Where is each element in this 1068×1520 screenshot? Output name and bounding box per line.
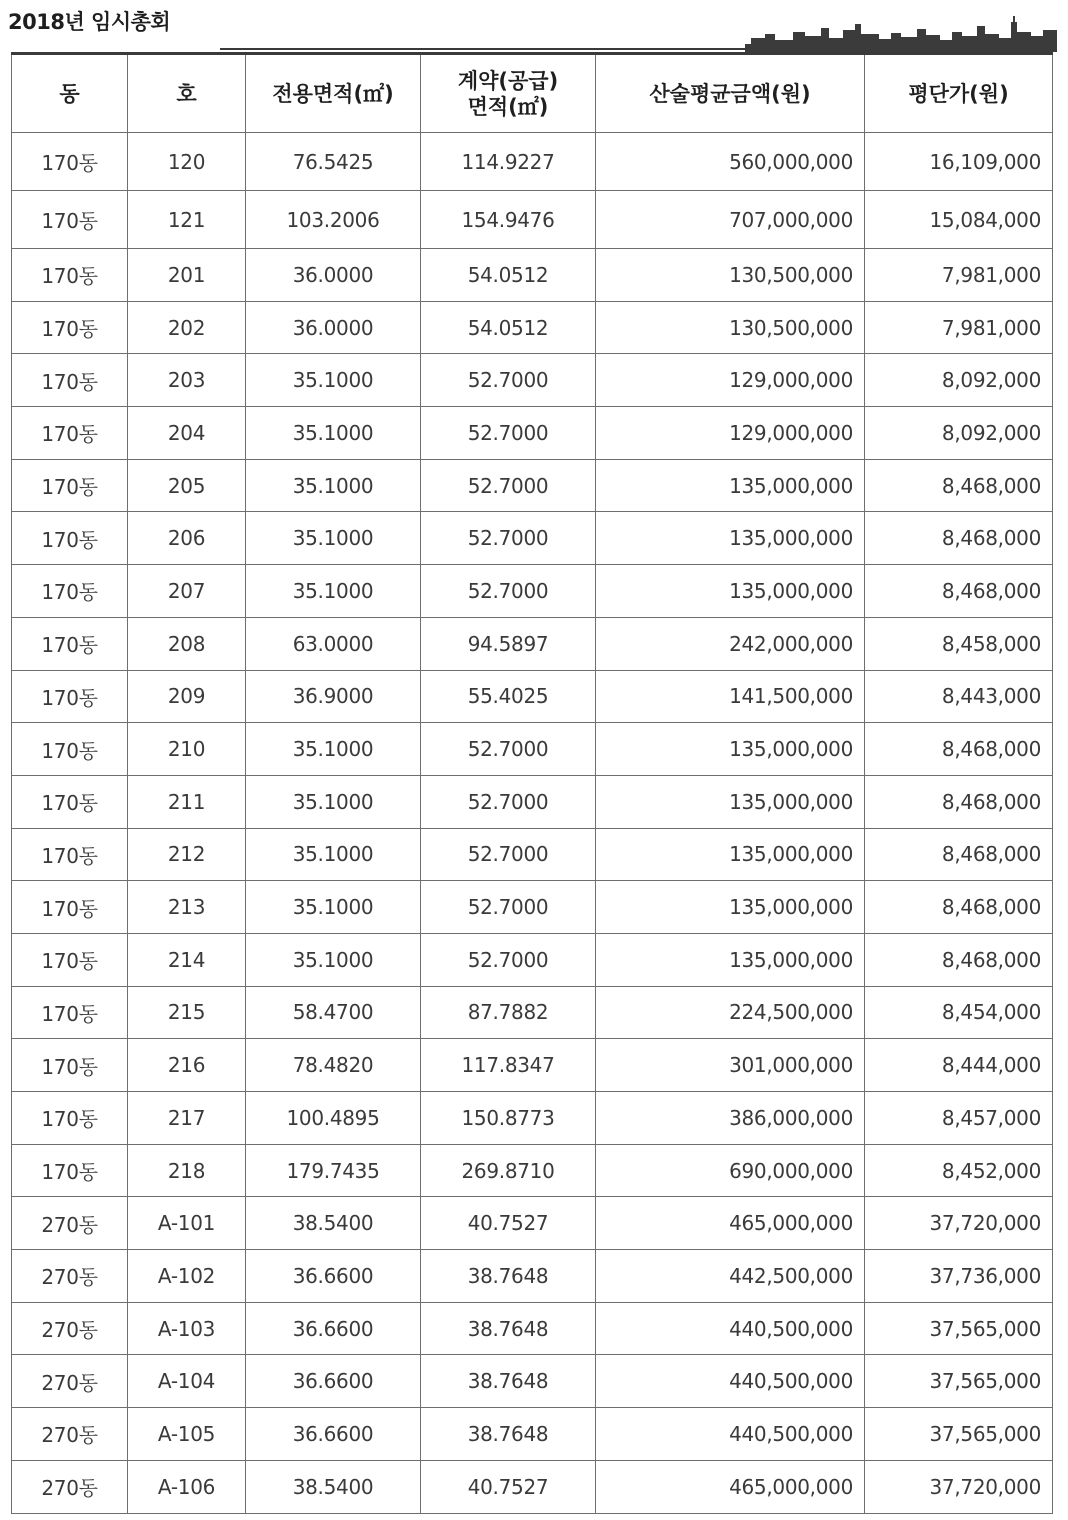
cell-contract-area: 52.7000 [421,881,596,934]
cell-contract-area: 52.7000 [421,407,596,460]
cell-dong: 170동 [12,1144,128,1197]
cell-avg-price: 135,000,000 [596,459,865,512]
cell-exclusive-area: 35.1000 [246,512,421,565]
cell-price-per-pyeong: 8,457,000 [865,1092,1053,1145]
cell-dong: 270동 [12,1302,128,1355]
cell-ho: 216 [128,1039,246,1092]
cell-price-per-pyeong: 7,981,000 [865,249,1053,302]
cell-avg-price: 135,000,000 [596,775,865,828]
cell-exclusive-area: 36.6600 [246,1355,421,1408]
cell-exclusive-area: 35.1000 [246,459,421,512]
table-row [12,565,1053,618]
cell-price-per-pyeong: 8,468,000 [865,828,1053,881]
cell-price-per-pyeong: 16,109,000 [865,133,1053,191]
table-row [12,933,1053,986]
cell-price-per-pyeong: 8,468,000 [865,512,1053,565]
table-row [12,133,1053,191]
cell-exclusive-area: 36.6600 [246,1250,421,1303]
cell-exclusive-area: 58.4700 [246,986,421,1039]
table-row [12,1039,1053,1092]
cell-dong: 270동 [12,1250,128,1303]
cell-exclusive-area: 35.1000 [246,775,421,828]
cell-price-per-pyeong: 37,565,000 [865,1408,1053,1461]
table-row [12,1460,1053,1513]
header-price-per-pyeong: 평단가(원) [865,54,1053,133]
cell-exclusive-area: 38.5400 [246,1197,421,1250]
cell-ho: 121 [128,191,246,249]
cell-ho: 202 [128,301,246,354]
cell-dong: 170동 [12,565,128,618]
cell-price-per-pyeong: 37,565,000 [865,1355,1053,1408]
table-row [12,617,1053,670]
cell-avg-price: 386,000,000 [596,1092,865,1145]
cell-avg-price: 141,500,000 [596,670,865,723]
cell-exclusive-area: 35.1000 [246,565,421,618]
table-row [12,354,1053,407]
cell-price-per-pyeong: 7,981,000 [865,301,1053,354]
cell-price-per-pyeong: 8,468,000 [865,933,1053,986]
cell-dong: 270동 [12,1197,128,1250]
cell-avg-price: 440,500,000 [596,1408,865,1461]
cell-price-per-pyeong: 37,565,000 [865,1302,1053,1355]
cell-avg-price: 301,000,000 [596,1039,865,1092]
cell-contract-area: 52.7000 [421,512,596,565]
cell-avg-price: 560,000,000 [596,133,865,191]
cell-price-per-pyeong: 8,092,000 [865,354,1053,407]
cell-avg-price: 130,500,000 [596,301,865,354]
cell-ho: 215 [128,986,246,1039]
table-row [12,191,1053,249]
cell-dong: 170동 [12,1092,128,1145]
cell-avg-price: 130,500,000 [596,249,865,302]
page-title: 2018년 임시총회 [8,10,171,34]
cell-dong: 170동 [12,512,128,565]
cell-dong: 170동 [12,407,128,460]
table-row [12,1250,1053,1303]
cell-dong: 270동 [12,1355,128,1408]
cell-contract-area: 94.5897 [421,617,596,670]
cell-ho: 217 [128,1092,246,1145]
cell-contract-area: 52.7000 [421,354,596,407]
cell-ho: 212 [128,828,246,881]
cell-contract-area: 52.7000 [421,565,596,618]
cell-price-per-pyeong: 8,443,000 [865,670,1053,723]
cell-exclusive-area: 36.0000 [246,301,421,354]
cell-avg-price: 224,500,000 [596,986,865,1039]
cell-dong: 270동 [12,1460,128,1513]
cell-exclusive-area: 36.6600 [246,1302,421,1355]
cell-avg-price: 135,000,000 [596,565,865,618]
cell-dong: 270동 [12,1408,128,1461]
cell-exclusive-area: 35.1000 [246,881,421,934]
cell-ho: 209 [128,670,246,723]
cell-price-per-pyeong: 8,468,000 [865,459,1053,512]
cell-contract-area: 38.7648 [421,1355,596,1408]
cell-contract-area: 38.7648 [421,1250,596,1303]
cell-price-per-pyeong: 8,444,000 [865,1039,1053,1092]
cell-ho: 204 [128,407,246,460]
cell-price-per-pyeong: 8,452,000 [865,1144,1053,1197]
cell-contract-area: 117.8347 [421,1039,596,1092]
table-row [12,249,1053,302]
cell-price-per-pyeong: 15,084,000 [865,191,1053,249]
city-skyline-icon [745,14,1057,52]
cell-dong: 170동 [12,775,128,828]
cell-avg-price: 440,500,000 [596,1302,865,1355]
cell-avg-price: 135,000,000 [596,512,865,565]
cell-ho: 207 [128,565,246,618]
cell-avg-price: 465,000,000 [596,1197,865,1250]
cell-price-per-pyeong: 8,468,000 [865,565,1053,618]
cell-avg-price: 242,000,000 [596,617,865,670]
cell-ho: 214 [128,933,246,986]
header-contract-area-line1: 계약(공급) [457,68,559,93]
cell-price-per-pyeong: 8,092,000 [865,407,1053,460]
table-body [12,133,1053,1514]
cell-contract-area: 52.7000 [421,775,596,828]
cell-exclusive-area: 35.1000 [246,828,421,881]
unit-price-table [11,52,1053,1514]
cell-avg-price: 129,000,000 [596,407,865,460]
table-row [12,881,1053,934]
cell-dong: 170동 [12,828,128,881]
header-contract-area [421,54,596,133]
cell-contract-area: 269.8710 [421,1144,596,1197]
cell-contract-area: 40.7527 [421,1197,596,1250]
cell-contract-area: 55.4025 [421,670,596,723]
cell-price-per-pyeong: 37,736,000 [865,1250,1053,1303]
cell-exclusive-area: 36.9000 [246,670,421,723]
cell-avg-price: 707,000,000 [596,191,865,249]
cell-contract-area: 154.9476 [421,191,596,249]
cell-contract-area: 40.7527 [421,1460,596,1513]
cell-dong: 170동 [12,354,128,407]
cell-avg-price: 440,500,000 [596,1355,865,1408]
cell-ho: 211 [128,775,246,828]
cell-exclusive-area: 35.1000 [246,933,421,986]
cell-contract-area: 38.7648 [421,1408,596,1461]
cell-contract-area: 150.8773 [421,1092,596,1145]
table-row [12,723,1053,776]
cell-price-per-pyeong: 37,720,000 [865,1460,1053,1513]
cell-ho: 206 [128,512,246,565]
cell-exclusive-area: 38.5400 [246,1460,421,1513]
header-contract-area-line2: 면적(㎡) [467,94,549,119]
cell-ho: 201 [128,249,246,302]
table-row [12,459,1053,512]
title-underline [220,48,760,50]
cell-avg-price: 129,000,000 [596,354,865,407]
cell-dong: 170동 [12,986,128,1039]
cell-exclusive-area: 103.2006 [246,191,421,249]
cell-avg-price: 465,000,000 [596,1460,865,1513]
cell-exclusive-area: 36.6600 [246,1408,421,1461]
cell-price-per-pyeong: 37,720,000 [865,1197,1053,1250]
cell-ho: A-106 [128,1460,246,1513]
cell-contract-area: 52.7000 [421,828,596,881]
table-row [12,775,1053,828]
cell-dong: 170동 [12,133,128,191]
table-row [12,670,1053,723]
cell-ho: A-104 [128,1355,246,1408]
cell-contract-area: 54.0512 [421,301,596,354]
table-row [12,986,1053,1039]
cell-avg-price: 135,000,000 [596,723,865,776]
header-ho: 호 [128,54,246,133]
table-row [12,407,1053,460]
header-dong: 동 [12,54,128,133]
cell-dong: 170동 [12,617,128,670]
cell-dong: 170동 [12,933,128,986]
cell-avg-price: 135,000,000 [596,933,865,986]
table-row [12,1302,1053,1355]
cell-contract-area: 52.7000 [421,723,596,776]
cell-avg-price: 690,000,000 [596,1144,865,1197]
cell-price-per-pyeong: 8,454,000 [865,986,1053,1039]
cell-contract-area: 52.7000 [421,933,596,986]
cell-exclusive-area: 63.0000 [246,617,421,670]
cell-dong: 170동 [12,670,128,723]
cell-dong: 170동 [12,1039,128,1092]
table-row [12,512,1053,565]
cell-avg-price: 135,000,000 [596,828,865,881]
header-avg-price: 산술평균금액(원) [596,54,865,133]
cell-ho: 213 [128,881,246,934]
cell-exclusive-area: 35.1000 [246,723,421,776]
cell-ho: A-102 [128,1250,246,1303]
cell-ho: 210 [128,723,246,776]
cell-contract-area: 87.7882 [421,986,596,1039]
cell-exclusive-area: 100.4895 [246,1092,421,1145]
cell-ho: 208 [128,617,246,670]
table-row [12,1144,1053,1197]
cell-exclusive-area: 76.5425 [246,133,421,191]
cell-contract-area: 52.7000 [421,459,596,512]
table-row [12,1092,1053,1145]
header-exclusive-area: 전용면적(㎡) [246,54,421,133]
table-row [12,1197,1053,1250]
cell-ho: 205 [128,459,246,512]
table-row [12,1355,1053,1408]
cell-ho: 203 [128,354,246,407]
cell-dong: 170동 [12,881,128,934]
cell-price-per-pyeong: 8,458,000 [865,617,1053,670]
cell-exclusive-area: 179.7435 [246,1144,421,1197]
cell-ho: A-105 [128,1408,246,1461]
cell-avg-price: 135,000,000 [596,881,865,934]
cell-ho: A-101 [128,1197,246,1250]
cell-exclusive-area: 35.1000 [246,407,421,460]
cell-price-per-pyeong: 8,468,000 [865,775,1053,828]
cell-dong: 170동 [12,301,128,354]
cell-ho: A-103 [128,1302,246,1355]
cell-exclusive-area: 36.0000 [246,249,421,302]
table-row [12,828,1053,881]
cell-ho: 120 [128,133,246,191]
cell-dong: 170동 [12,191,128,249]
table-row [12,1408,1053,1461]
table-header-row [12,54,1053,133]
cell-price-per-pyeong: 8,468,000 [865,881,1053,934]
cell-exclusive-area: 35.1000 [246,354,421,407]
cell-dong: 170동 [12,723,128,776]
table-row [12,301,1053,354]
cell-ho: 218 [128,1144,246,1197]
cell-dong: 170동 [12,249,128,302]
cell-price-per-pyeong: 8,468,000 [865,723,1053,776]
cell-exclusive-area: 78.4820 [246,1039,421,1092]
cell-avg-price: 442,500,000 [596,1250,865,1303]
cell-dong: 170동 [12,459,128,512]
cell-contract-area: 38.7648 [421,1302,596,1355]
cell-contract-area: 114.9227 [421,133,596,191]
cell-contract-area: 54.0512 [421,249,596,302]
